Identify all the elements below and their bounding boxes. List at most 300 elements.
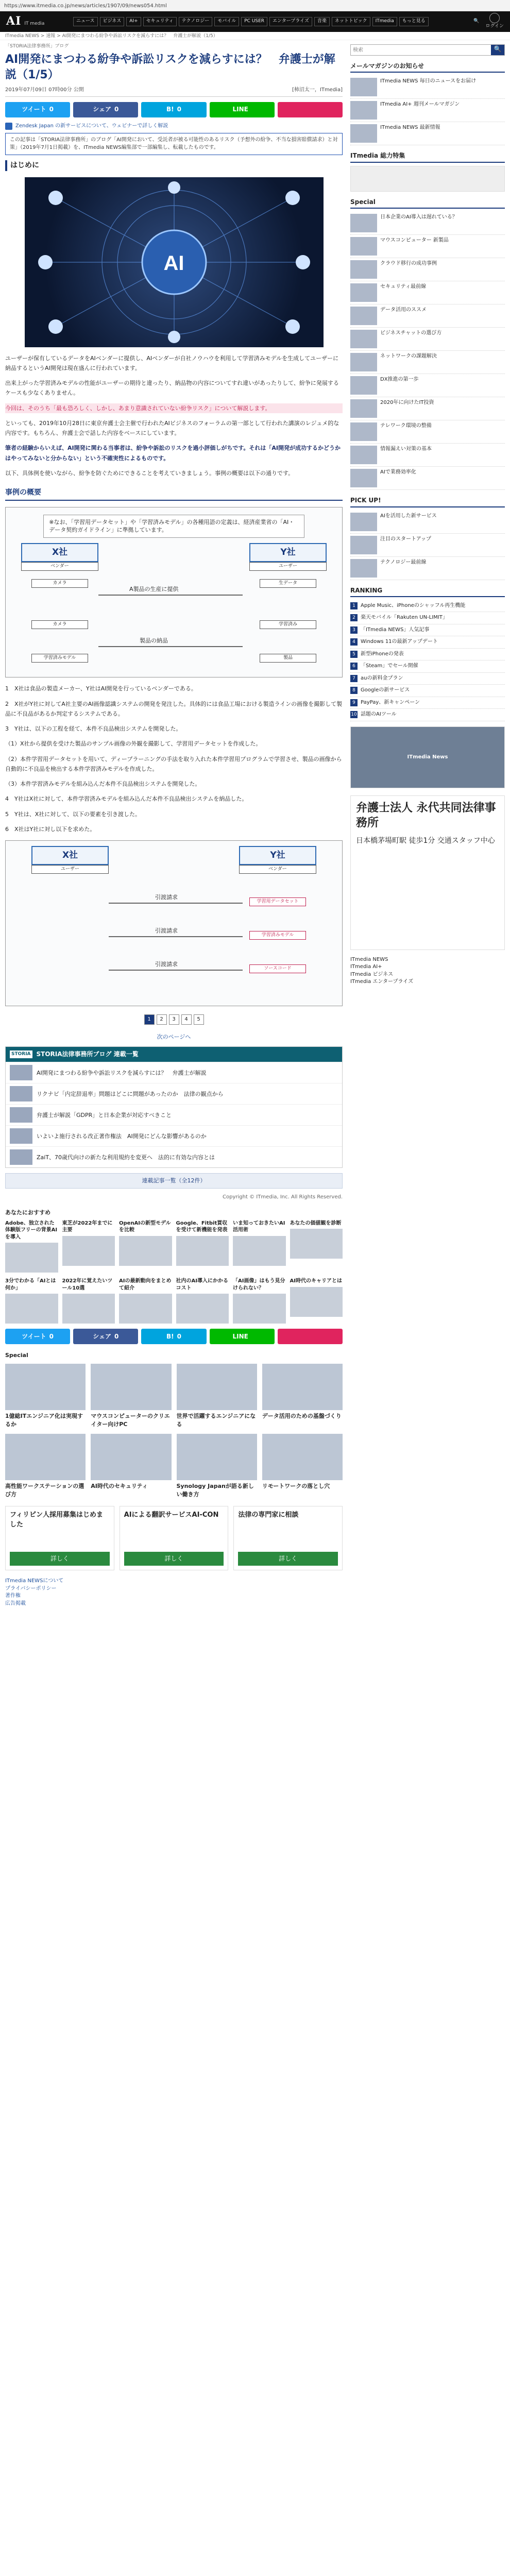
side-special-thumb [350, 237, 377, 256]
recommend-heading: あなたにおすすめ [5, 1209, 51, 1216]
claim-item: 学習用データセット [249, 897, 306, 906]
ranking-item[interactable] [350, 709, 505, 721]
diagram-label: カメラ [31, 579, 88, 588]
byline: [柿沼太一，ITmedia] [292, 87, 343, 93]
list-paragraph: （1）X社から提供を受けた製品のサンプル画像の外観を撮影して、学習用データセットを作成した。 [5, 740, 262, 748]
recommend-card[interactable] [119, 1220, 172, 1273]
bottom-link[interactable]: ITmedia NEWSについて [5, 1578, 64, 1584]
ranking-title: Windows 11の最新アップデート [361, 639, 438, 645]
recommend-card[interactable] [5, 1220, 58, 1273]
side-special-thumb [350, 469, 377, 487]
side-link[interactable]: ITmedia NEWS [350, 956, 388, 962]
special-image [262, 1434, 343, 1480]
series-item-title: 弁護士が解説「GDPR」と日本企業が対応すべきこと [37, 1111, 172, 1118]
ranking-item[interactable] [350, 685, 505, 697]
side-special-title: AIで業務効率化 [380, 469, 416, 476]
ranking-heading: RANKING [350, 586, 505, 597]
claim-label: 引渡請求 [155, 894, 178, 901]
paragraph: ユーザーが保有しているデータをAIベンダーに提供し、AIベンダーが自社ノウハウを利用して学習済みモデルを生成してユーザーに納品するというAI開発は現在盛んに行われています。 [5, 354, 339, 371]
special-image [5, 1434, 86, 1480]
mail-thumb [350, 101, 377, 120]
share-button[interactable] [141, 1329, 206, 1344]
side-ad-title: 弁護士法人 永代共同法律事務所 [356, 801, 496, 829]
side-ad-body: 日本橋茅場町駅 徒歩1分 交通スタッフ中心 [356, 837, 495, 845]
article-column [5, 40, 343, 1607]
list-paragraph: 6 X社はY社に対し以下を求めた。 [5, 825, 96, 833]
copyright: Copyright © ITmedia, Inc. All Rights Reserved. [223, 1194, 343, 1200]
publish-date: 2019年07月09日 07時00分 公開 [5, 87, 84, 93]
recommend-image [233, 1236, 286, 1266]
share-count: 0 [177, 1332, 181, 1340]
promo-button[interactable]: 詳しく [238, 1552, 338, 1566]
user-box [249, 543, 327, 571]
vendor-role: ベンダー [21, 562, 98, 571]
search-input[interactable] [351, 45, 491, 55]
list-paragraph: 1 X社は食品の製造メーカー、Y社はAI開発を行っているベンダーである。 [5, 685, 197, 692]
recommend-card[interactable] [176, 1220, 229, 1273]
special-image [91, 1434, 171, 1480]
side-special-thumb [350, 283, 377, 302]
side-special-thumb [350, 446, 377, 464]
ranking-title: PayPay、新キャンペーン [361, 699, 420, 705]
share-count: 0 [49, 1332, 54, 1340]
recommend-title: AIの最新動向をまとめて紹介 [119, 1278, 172, 1291]
ranking-title: 新型iPhoneの発表 [361, 651, 404, 657]
pagination [5, 1014, 343, 1025]
ranking-number: 4 [350, 638, 358, 646]
highlight-paragraph: 今回は、そのうち「最も恐ろしく、しかし、あまり意識されていない紛争リスク」について解説します。 [5, 403, 343, 413]
special-title: データ活用のための基盤づくり [262, 1413, 342, 1420]
recommend-grid [5, 1220, 343, 1273]
share-button[interactable] [141, 102, 206, 117]
side-bottom-links [350, 956, 505, 986]
list-paragraph: 3 Y社は、以下の工程を経て、本件不良品検出システムを開発した。 [5, 725, 182, 733]
special-card[interactable] [177, 1364, 257, 1429]
side-special-thumb [350, 214, 377, 232]
list-paragraph: 2 X社がY社に対してA社主要のAI画像認識システムの開発を発注した。具体的には食品工場における製造ラインの画像を撮影して製品に不良品があるか判定するシステムである。 [5, 700, 343, 717]
series-more-button[interactable]: 連載記事一覧（全12件） [5, 1173, 343, 1189]
promo-title: AIによる翻訳サービスAI-CON [124, 1511, 219, 1519]
ranking-item[interactable] [350, 600, 505, 613]
share-label: B! [166, 1332, 174, 1340]
nav-item[interactable]: もっと見る [399, 17, 429, 26]
side-special-item[interactable] [350, 397, 505, 420]
page-button[interactable]: 3 [169, 1014, 179, 1025]
search-button[interactable]: 🔍 [491, 45, 504, 55]
series-thumb [10, 1149, 32, 1165]
side-special-item[interactable] [350, 304, 505, 328]
video-title: ITmedia News [407, 754, 448, 760]
recommend-card[interactable] [233, 1278, 286, 1324]
claim-label: 引渡請求 [155, 927, 178, 935]
recommend-image [5, 1294, 58, 1324]
series-label[interactable]: 「STORIA法律事務所」ブログ [5, 44, 69, 49]
recommend-image [119, 1236, 172, 1266]
page-button[interactable]: 5 [194, 1014, 204, 1025]
recommend-title: 2022年に覚えたいツール10選 [62, 1278, 113, 1291]
user-name: X社 [31, 846, 109, 865]
site-logo[interactable] [6, 13, 73, 30]
user-icon [489, 13, 500, 23]
side-link[interactable]: ITmedia エンタープライズ [350, 979, 414, 985]
ranking-item[interactable] [350, 673, 505, 685]
side-special-title: ネットワークの課題解決 [380, 353, 437, 360]
diagram-label: 製品 [260, 654, 316, 663]
recommend-card[interactable] [290, 1278, 343, 1324]
side-special-heading: Special [350, 198, 505, 209]
claim-item: 学習済みモデル [249, 931, 306, 940]
mail-title: ITmedia AI+ 週刊メールマガジン [380, 101, 460, 108]
search-box [350, 44, 505, 56]
special-card[interactable] [5, 1434, 86, 1499]
list-paragraph: （2）本件学習用データセットを用いて、ディープラーニングの手法を取り入れた本件学習用プログラムで学習させ、製品の画像から自動的に不良品を検出する本件学習済みモデルを作成した。 [5, 755, 342, 772]
promo-title: 法律の専門家に相談 [238, 1511, 299, 1519]
nav-item[interactable]: セキュリティ [143, 17, 177, 26]
nav-item[interactable]: PC USER [241, 17, 267, 26]
next-page-label[interactable]: 次のページへ [157, 1033, 191, 1041]
special-title: 高性能ワークステーションの選び方 [5, 1483, 84, 1498]
logo-subtext: IT media [24, 21, 45, 27]
article-meta [5, 87, 343, 97]
arrow-label-top: A製品の生産に提供 [129, 586, 179, 593]
ranking-number: 1 [350, 602, 358, 609]
series-title: STORIA法律事務所ブログ 連載一覧 [36, 1050, 139, 1058]
bottom-link[interactable]: 広告掲載 [5, 1600, 26, 1606]
pickup-title: AIを活用した新サービス [380, 513, 437, 519]
feature-banner[interactable] [350, 166, 505, 192]
page-button[interactable]: 1 [144, 1014, 155, 1025]
ranking-item[interactable] [350, 612, 505, 624]
diagram-case-overview [5, 507, 343, 678]
special-card[interactable] [91, 1434, 171, 1499]
share-count: 0 [114, 106, 119, 113]
vendor-box [21, 543, 98, 571]
paragraph: といっても、2019年10月28日に東京弁護士会主催で行われたAIビジネスのフォーラムの第一部として行われた講演のレジュメ的な内容です。もちろん、弁護士会で話した内容をベースにしています。 [5, 419, 339, 437]
series-thumb [10, 1086, 32, 1101]
share-button[interactable] [73, 102, 138, 117]
ranking-number: 8 [350, 687, 358, 694]
diagram-note: ※なお、「学習用データセット」や「学習済みモデル」の各種用語の定義は、経済産業省の「AI・データ契約ガイドライン」に準拠しています。 [43, 515, 304, 538]
url-bar[interactable]: https://www.itmedia.co.jp/news/articles/1907/09/news054.html [0, 0, 510, 11]
vendor-role: ベンダー [239, 865, 316, 874]
ranking-number: 3 [350, 626, 358, 634]
special-image [177, 1434, 257, 1480]
share-button[interactable] [5, 1329, 70, 1344]
section-heading-case: 事例の概要 [5, 487, 343, 500]
special-image [5, 1364, 86, 1410]
recommend-image [176, 1236, 229, 1266]
mail-list [350, 76, 505, 145]
vendor-name: X社 [21, 543, 98, 562]
pickup-thumb [350, 536, 377, 554]
mail-item[interactable] [350, 99, 505, 122]
recommend-title: Adobe、独立された体験版フリーの背景AIを導入 [5, 1220, 58, 1240]
ranking-item[interactable] [350, 660, 505, 673]
share-button[interactable] [73, 1329, 138, 1344]
share-button[interactable] [278, 102, 343, 117]
pickup-item[interactable] [350, 511, 505, 534]
recommend-image [290, 1229, 343, 1259]
mail-title: ITmedia NEWS 最新情報 [380, 125, 440, 131]
side-special-item[interactable] [350, 351, 505, 374]
series-item[interactable] [6, 1125, 342, 1146]
ranking-item[interactable] [350, 624, 505, 637]
series-item[interactable] [6, 1104, 342, 1125]
pickup-heading: PICK UP! [350, 496, 505, 507]
recommend-card[interactable] [62, 1220, 115, 1273]
section-heading-intro: はじめに [5, 160, 343, 171]
breadcrumb: ITmedia NEWS > 速報 > AI開発にまつわる紛争や訴訟リスクを減らすには？ 弁護士が解説（1/5） [0, 32, 510, 40]
page-button[interactable]: 4 [181, 1014, 192, 1025]
side-special-title: テレワーク環境の整備 [380, 423, 432, 429]
ranking-number: 9 [350, 699, 358, 706]
user-name: Y社 [249, 543, 327, 562]
ranking-title: Googleの新サービス [361, 687, 410, 693]
global-nav-items [73, 17, 473, 26]
claim-label: 引渡請求 [155, 961, 178, 968]
side-special-thumb [350, 353, 377, 371]
share-label: LINE [232, 1332, 248, 1340]
feature-heading: ITmedia 総力特集 [350, 151, 505, 162]
nav-item[interactable]: ITmedia [372, 17, 397, 26]
mail-item[interactable] [350, 76, 505, 99]
page-button[interactable]: 2 [157, 1014, 167, 1025]
bottom-links [5, 1578, 343, 1607]
recommend-title: 「AI画像」はもう見分けられない？ [233, 1278, 285, 1291]
paragraph: 以下、具体例を使いながら、紛争を防ぐためにできることを考えていきましょう。事例の概要は以下の通りです。 [5, 469, 294, 477]
nav-item[interactable]: モバイル [214, 17, 239, 26]
side-special-item[interactable] [350, 258, 505, 281]
share-label: LINE [232, 106, 248, 113]
share-buttons-bottom [5, 1329, 343, 1344]
side-special-title: ビジネスチャットの選び方 [380, 330, 442, 336]
nav-item[interactable]: 音楽 [314, 17, 330, 26]
related-note-link[interactable]: Zendesk Japan の新サービスについて、ウェビナーで詳しく解説 [15, 123, 168, 129]
share-button[interactable] [278, 1329, 343, 1344]
pickup-item[interactable] [350, 557, 505, 580]
list-paragraph: 5 Y社は、X社に対して、以下の要素を引き渡した。 [5, 810, 141, 818]
promo-card[interactable] [233, 1506, 343, 1570]
special-card[interactable] [262, 1364, 343, 1429]
promo-card[interactable] [5, 1506, 114, 1570]
special-card[interactable] [91, 1364, 171, 1429]
side-special-item[interactable] [350, 235, 505, 258]
nav-item[interactable]: ビジネス [100, 17, 125, 26]
series-item[interactable] [6, 1146, 342, 1167]
bottom-link[interactable]: プライバシーポリシー [5, 1585, 57, 1591]
share-label: B! [166, 106, 174, 113]
next-page-link[interactable] [5, 1033, 343, 1041]
share-label: ツイート [22, 1332, 46, 1340]
series-item-title: いよいよ施行される改正著作権法 AI開発にどんな影響があるのか [37, 1132, 207, 1140]
side-special-title: 日本企業のAI導入は遅れている？ [380, 214, 457, 221]
side-special-thumb [350, 422, 377, 441]
side-special-item[interactable] [350, 212, 505, 235]
ranking-title: 「Steam」でセール開催 [361, 663, 418, 669]
series-thumb [10, 1128, 32, 1144]
side-special-title: データ活用のススメ [380, 307, 427, 313]
special-card[interactable] [5, 1364, 86, 1429]
side-special-item[interactable] [350, 328, 505, 351]
side-special-title: クラウド移行の成功事例 [380, 261, 437, 267]
hero-ai-label: AI [163, 251, 184, 275]
recommend-title: Google、Fitbit買収を受けて新機能を発表 [176, 1220, 228, 1233]
emphasis-paragraph: 筆者の経験からいえば、AI開発に関わる当事者は、紛争や訴訟のリスクを過小評価しがちです。それは「AI開発が成功するかどうかはやってみないと分からない」という不確実性によるものです。 [5, 445, 341, 462]
share-count: 0 [49, 106, 54, 113]
side-special-thumb [350, 307, 377, 325]
account-area [473, 13, 504, 30]
pickup-item[interactable] [350, 534, 505, 557]
series-badge: STORIA [10, 1050, 32, 1058]
special-title: AI時代のセキュリティ [91, 1483, 148, 1490]
series-item-title: リクナビ「内定辞退率」問題はどこに問題があったのか 法律の観点から [37, 1090, 224, 1097]
special-title: リモートワークの落とし穴 [262, 1483, 330, 1490]
recommend-image [176, 1294, 229, 1324]
recommend-title: 東芝が2022年までに主要 [62, 1220, 113, 1233]
side-ad[interactable] [350, 795, 505, 950]
diagram-canvas [11, 846, 337, 1001]
series-item[interactable] [6, 1062, 342, 1083]
mail-title: ITmedia NEWS 毎日のニュースをお届け [380, 78, 477, 84]
promo-title: フィリピン人採用募集はじめました [10, 1511, 103, 1529]
ranking-title: Apple Music、iPhoneのシャッフル再生機能 [361, 602, 466, 608]
diagram-label: 生データ [260, 579, 316, 588]
lede-box: この記事は「STORIA法律事務所」のブログ「AI開発において、受託者が被る可能性のあるリスク（予想外の紛争、不当な損害賠償請求）と対策」（2019年7月1日掲載）を、ITmedia NEWS編集部で一部編集し、転載したものです。 [5, 133, 343, 155]
global-nav [0, 11, 510, 32]
promo-card[interactable] [120, 1506, 229, 1570]
special-card[interactable] [262, 1434, 343, 1499]
recommend-image [5, 1243, 58, 1273]
side-special-title: マウスコンピューター 新製品 [380, 238, 449, 244]
bottom-link[interactable]: 著作権 [5, 1593, 21, 1599]
related-note[interactable] [5, 123, 343, 130]
side-special-item[interactable] [350, 281, 505, 304]
video-panel[interactable] [350, 726, 505, 788]
user-box [31, 846, 109, 874]
series-thumb [10, 1065, 32, 1080]
search-icon[interactable]: 🔍 [473, 19, 480, 24]
ranking-number: 2 [350, 614, 358, 621]
recommend-card[interactable] [233, 1220, 286, 1273]
side-link[interactable]: ITmedia AI+ [350, 964, 382, 970]
recommend-grid-2 [5, 1278, 343, 1324]
share-button[interactable] [210, 102, 275, 117]
ranking-number: 5 [350, 651, 358, 658]
nav-item[interactable]: AI+ [126, 17, 141, 26]
special-title: 世界で活躍するエンジニアになる [176, 1413, 256, 1428]
recommend-image [62, 1236, 115, 1266]
special-card[interactable] [177, 1434, 257, 1499]
recommend-card[interactable] [119, 1278, 172, 1324]
special-grid [5, 1364, 343, 1499]
side-special-thumb [350, 376, 377, 395]
share-label: シェア [93, 106, 111, 113]
side-special-item[interactable] [350, 467, 505, 490]
recommend-card[interactable] [290, 1220, 343, 1273]
ranking-title: 楽天モバイル「Rakuten UN-LIMIT」 [361, 615, 448, 621]
share-buttons [5, 102, 343, 117]
pickup-title: テクノロジー最前線 [380, 559, 427, 565]
pickup-thumb [350, 559, 377, 578]
ranking-item[interactable] [350, 649, 505, 661]
promo-button[interactable]: 詳しく [124, 1552, 224, 1566]
nav-item[interactable]: ネットトピック [332, 17, 370, 26]
series-box [5, 1046, 343, 1168]
series-item[interactable] [6, 1083, 342, 1104]
diagram-label: 学習済み [260, 620, 316, 629]
pickup-title: 注目のスタートアップ [380, 536, 431, 542]
ranking-title: 「ITmedia NEWS」人気記事 [361, 626, 430, 633]
side-special-thumb [350, 330, 377, 348]
recommend-title: 社内のAI導入にかかるコスト [176, 1278, 228, 1291]
promo-button[interactable]: 詳しく [10, 1552, 110, 1566]
ranking-list [350, 600, 505, 721]
arrow [98, 595, 243, 596]
login-link[interactable] [485, 13, 504, 30]
diagram-canvas [11, 543, 337, 672]
recommend-card[interactable] [176, 1278, 229, 1324]
side-special-title: セキュリティ最前線 [380, 284, 426, 290]
share-label: ツイート [22, 106, 46, 113]
recommend-card[interactable] [62, 1278, 115, 1324]
ranking-item[interactable] [350, 636, 505, 649]
nav-item[interactable]: テクノロジー [179, 17, 212, 26]
share-button[interactable] [5, 102, 70, 117]
share-label: シェア [93, 1332, 111, 1340]
special-title: マウスコンピューターのクリエイター向けPC [91, 1413, 170, 1428]
logo-text: AI [6, 14, 22, 28]
login-label: ログイン [485, 24, 504, 29]
info-icon [5, 123, 12, 130]
series-thumb [10, 1107, 32, 1123]
mail-item[interactable] [350, 122, 505, 145]
paragraph: 出来上がった学習済みモデルの性能がユーザーの期待と違ったり、納品物の内容についてすれ違いがあったりして、紛争に発展するケースも少なくありません。 [5, 380, 339, 397]
vendor-box [239, 846, 316, 874]
recommend-card[interactable] [5, 1278, 58, 1324]
side-special-item[interactable] [350, 444, 505, 467]
nav-item[interactable]: ニュース [73, 17, 98, 26]
article-title: AI開発にまつわる紛争や訴訟リスクを減らすには？ 弁護士が解説（1/5） [5, 53, 335, 81]
side-link[interactable]: ITmedia ビジネス [350, 971, 394, 977]
sidebar [350, 40, 505, 1607]
vendor-name: Y社 [239, 846, 316, 865]
side-special-thumb [350, 260, 377, 279]
side-special-item[interactable] [350, 374, 505, 397]
mail-heading: メールマガジンのお知らせ [350, 62, 505, 73]
ranking-item[interactable] [350, 697, 505, 709]
series-item-title: AI開発にまつわる紛争や訴訟リスクを減らすには？ 弁護士が解説 [37, 1069, 207, 1076]
recommend-title: OpenAIの新型モデルを比較 [119, 1220, 171, 1233]
ranking-title: 話題のAIツール [361, 711, 397, 718]
special-image [262, 1364, 343, 1410]
arrow [109, 936, 243, 937]
share-button[interactable] [210, 1329, 275, 1344]
mail-thumb [350, 78, 377, 96]
diagram-label: 学習済みモデル [31, 654, 88, 663]
side-special-list [350, 212, 505, 490]
recommend-title: いま知っておきたいAI活用術 [233, 1220, 285, 1233]
series-header [6, 1047, 342, 1062]
nav-item[interactable]: エンタープライズ [269, 17, 312, 26]
recommend-image [62, 1294, 115, 1324]
user-role: ユーザー [31, 865, 109, 874]
special-heading: Special [5, 1352, 28, 1359]
side-special-item[interactable] [350, 420, 505, 444]
hero-image [25, 177, 324, 347]
share-count: 0 [177, 106, 181, 113]
pickup-list [350, 511, 505, 580]
diagram-claims [5, 840, 343, 1006]
